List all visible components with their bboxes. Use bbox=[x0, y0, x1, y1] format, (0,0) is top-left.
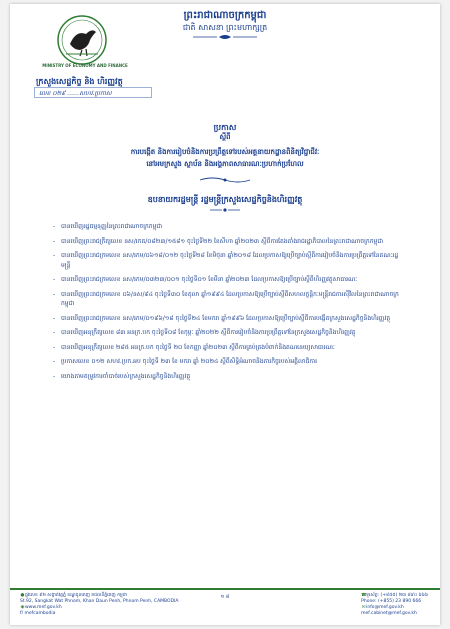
facebook-link[interactable]: f/ mefcambodia bbox=[20, 611, 56, 616]
subject-line: នៅអមក្រសួង ស្ថាប័ន និងអង្គភាពសាធារណៈប្រហាក់ប្រហែល bbox=[146, 160, 304, 168]
clause-item: - បានឃើញព្រះរាជក្រមលេខ នស/រកម/០៦១៨/០១២ ចុះថ្ងៃទី២៨ ខែមិថុនា ឆ្នាំ២០១៨ ដែលប្រកាសឱ្យប្រើច្បាប់ស្តីពីការរៀបចំនិងការប្រព្រឹត្តទៅនៃគណៈរដ្ឋមន្ត្រី bbox=[53, 251, 405, 270]
document-page bbox=[10, 4, 440, 625]
email-info-link[interactable]: ✉info@mef.gov.kh bbox=[361, 605, 404, 610]
globe-icon: ◉ bbox=[20, 605, 25, 610]
ornament-small-icon bbox=[208, 207, 242, 213]
mail-icon: ✉ bbox=[361, 605, 366, 610]
website-link[interactable]: ◉www.mef.gov.kh bbox=[20, 605, 62, 610]
kingdom-heading: ព្រះរាជាណាចក្រកម្ពុជា bbox=[183, 10, 267, 21]
ministry-name: ក្រសួងសេដ្ឋកិច្ច និង ហិរញ្ញវត្ថុ bbox=[36, 77, 123, 86]
clause-item: - បានឃើញព្រះរាជក្រមលេខ នស/រកម/០៣២៣/០០១ ចុះថ្ងៃទី០១ ខែមីនា ឆ្នាំ២០២៣ ដែលប្រកាសឱ្យប្រើច្បាប់ស្តីពីហិរញ្ញវត្ថុសាធារណៈ bbox=[53, 275, 405, 285]
issuing-authority: ឧបនាយករដ្ឋមន្ត្រី រដ្ឋមន្ត្រីក្រសួងសេដ្ឋកិច្ចនិងហិរញ្ញវត្ថុ bbox=[147, 195, 303, 204]
location-pin-icon: ● bbox=[20, 593, 25, 598]
subject-prefix: ស្ដីពី bbox=[219, 133, 231, 141]
ministry-emblem-icon bbox=[56, 14, 108, 66]
clause-item: - បានឃើញព្រះរាជក្រឹត្យលេខ នស/រកត/០៨២៣/១៥៨១ ចុះថ្ងៃទី២២ ខែសីហា ឆ្នាំ២០២៣ ស្តីពីការតែងតាំងរាជរដ្ឋាភិបាលនៃព្រះរាជាណាចក្រកម្ពុជា bbox=[53, 237, 405, 247]
address-english: St.92, Sangkat Wat Phnom, Khan Daun Penh, Phnom Penh, CAMBODIA bbox=[20, 599, 179, 604]
footer-contacts bbox=[361, 593, 428, 617]
document-type: ប្រកាស bbox=[213, 123, 237, 132]
subject-line: ការបង្កើត និងការរៀបចំនិងការប្រព្រឹត្តទៅរបស់អគ្គនាយកដ្ឋានពិនិត្យវិជ្ជាជីវៈ bbox=[130, 148, 320, 156]
reference-number: លេខ ០២៩ ……សហវ.ប្រកាស bbox=[34, 87, 152, 98]
ornament-flourish-icon bbox=[198, 176, 252, 184]
email-cabinet-link[interactable]: mef.cabinet@mef.gov.kh bbox=[361, 611, 417, 616]
clause-item: - បានឃើញរដ្ឋធម្មនុញ្ញនៃព្រះរាជាណាចក្រកម្ពុជា bbox=[53, 222, 405, 232]
document-subject bbox=[10, 146, 440, 170]
clause-item: - បានឃើញអនុក្រឹត្យលេខ ៨៣ អនក្រ.បក ចុះថ្ងៃទី០៨ ខែកុម្ភៈ ឆ្នាំ២០២២ ស្តីពីការរៀបចំនិងការប្រព្រឹត្តទៅនៃក្រសួងសេដ្ឋកិច្ចនិងហិរញ្ញវត្ថុ bbox=[53, 328, 405, 338]
phone-khmer: ☎ទូរស័ព្ទ: (+៨៥៥) ២៣ ៨៩០ ៦៦៦ bbox=[361, 593, 428, 598]
preamble-clauses bbox=[53, 222, 405, 386]
clause-item: - បានឃើញព្រះរាជក្រមលេខ នស/រកម/០១៩៦/១៨ ចុះថ្ងៃទី២៤ ខែមករា ឆ្នាំ១៩៩៦ ដែលប្រកាសឱ្យប្រើច្បាប់ស្តីពីការបង្កើតក្រសួងសេដ្ឋកិច្ចនិងហិរញ្ញវត្ថុ bbox=[53, 314, 405, 324]
ornament-divider-icon bbox=[193, 34, 257, 40]
phone-english: Phone: (+855) 23 890 666 bbox=[361, 599, 422, 604]
clause-item: - ប្រកាសលេខ ០១២ សហវ.ប្រក.អប ចុះថ្ងៃទី ២៣ ខែ មករា ឆ្នាំ ២០២៤ ស្តីពីសិទ្ធិអំណាចនិងភារកិច្ចរបស់អគ្គិលាធិការ bbox=[53, 357, 405, 367]
national-motto: ជាតិ សាសនា ព្រះមហាក្សត្រ bbox=[182, 23, 268, 32]
address-khmer: ●ផ្លូវលេខ ៩២ សង្កាត់វត្តភ្នំ ខណ្ឌដូនពេញ រាជធានីភ្នំពេញ កម្ពុជា bbox=[20, 593, 128, 598]
page-number: ១ ៨ bbox=[220, 594, 230, 600]
clause-item: - យោងតាមតម្រូវការចាំបាច់របស់ក្រសួងសេដ្ឋកិច្ចនិងហិរញ្ញវត្ថុ bbox=[53, 372, 405, 382]
footer-divider bbox=[10, 588, 440, 590]
phone-icon: ☎ bbox=[361, 593, 367, 598]
clause-item: - បានឃើញព្រះរាជក្រមលេខ ០៦/នស/៩៤ ចុះថ្ងៃទី៣០ ខែតុលា ឆ្នាំ១៩៩៤ ដែលប្រកាសឱ្យប្រើច្បាប់ស្តីពីសហលក្ខន្តិកៈមន្ត្រីរាជការស៊ីវិលនៃព្រះរាជាណាចក្រកម្ពុជា bbox=[53, 290, 405, 309]
emblem-caption: MINISTRY OF ECONOMY AND FINANCE bbox=[42, 63, 128, 68]
clause-item: - បានឃើញអនុក្រឹត្យលេខ ២៨៥ អនក្រ.បក ចុះថ្ងៃទី ២០ ខែកញ្ញា ឆ្នាំ២០២៣ ស្តីពីការគ្រប់គ្រងបំពាក់និងគណនេយ្យសាធារណៈ bbox=[53, 343, 405, 353]
